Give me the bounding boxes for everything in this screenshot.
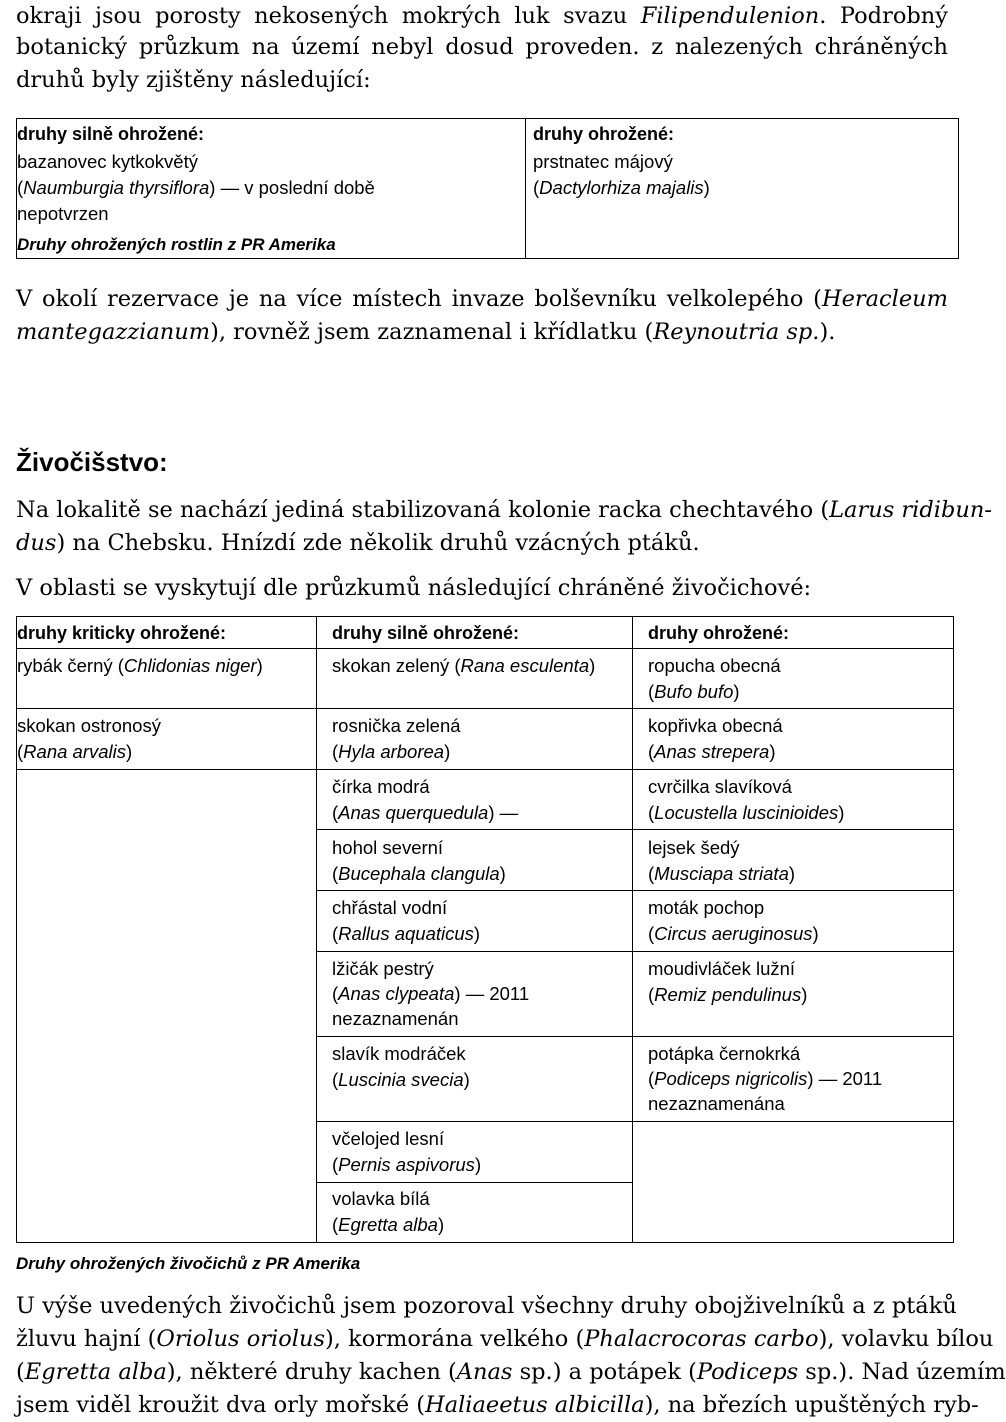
fauna-col3-rule — [632, 1036, 953, 1037]
fauna-col2-rule — [316, 1121, 632, 1122]
flora-table-divider — [525, 119, 526, 258]
outro-line-1: U výše uvedených živočichů jsem pozoroval všechny druhy obojživelníků a z ptáků — [16, 1293, 957, 1319]
fauna-col-divider-1 — [316, 617, 317, 1242]
fauna-col2-rule — [316, 1036, 632, 1037]
fauna-col2-rule — [316, 769, 632, 770]
flora-right-line-2: (Dactylorhiza majalis) — [533, 177, 710, 198]
fauna-species-cell: potápka černokrká (Podiceps nigricolis) — 2011 nezaznamenána — [648, 1043, 883, 1114]
section-heading-fauna: Živočišstvo: — [16, 447, 168, 477]
fauna-col2-rule — [316, 890, 632, 891]
fauna-species-cell: lžičák pestrý (Anas clypeata) — 2011 nezaznamenán — [332, 958, 530, 1029]
outro-line-3: (Egretta alba), některé druhy kachen (Anas sp.) a potápek (Podiceps sp.). Nad územím — [16, 1359, 1006, 1385]
fauna-col-divider-2 — [632, 617, 633, 1242]
fauna-species-cell: rybák černý (Chlidonias niger) — [17, 655, 263, 676]
fauna-col2-rule — [316, 951, 632, 952]
fauna-col3-rule — [632, 708, 953, 709]
invasion-line-1: V okolí rezervace je na více místech invaze bolševníku velkolepého (Heracleum — [16, 286, 948, 312]
fauna-table-caption: Druhy ohrožených živočichů z PR Amerika — [16, 1254, 361, 1273]
fauna-col3-rule — [632, 829, 953, 830]
flora-right-line-1: prstnatec májový — [533, 151, 673, 172]
fauna-intro-line-3: V oblasti se vyskytují dle průzkumů následující chráněné živočichové: — [16, 575, 812, 601]
fauna-species-cell: ropucha obecná (Bufo bufo) — [648, 655, 781, 702]
fauna-col3-rule — [632, 769, 953, 770]
fauna-intro-line-1: Na lokalitě se nachází jediná stabilizovaná kolonie racka chechtavého (Larus ridibun- — [16, 497, 992, 523]
flora-left-line-2: (Naumburgia thyrsiflora) — v poslední době — [17, 177, 375, 198]
fauna-col1-rule — [17, 708, 316, 709]
fauna-header-severe: druhy silně ohrožené: — [332, 623, 520, 643]
fauna-species-cell: moudivláček lužní (Remiz pendulinus) — [648, 958, 808, 1005]
flora-left-line-3: nepotvrzen — [17, 203, 109, 224]
flora-right-header: druhy ohrožené: — [533, 124, 675, 144]
outro-line-4: jsem viděl kroužit dva orly mořské (Haliaeetus albicilla), na březích upuštěných ryb- — [16, 1392, 979, 1418]
intro-line-2: botanický průzkum na území nebyl dosud proveden. z nalezených chráněných — [16, 34, 948, 60]
intro-line-1: okraji jsou porosty nekosených mokrých luk svazu Filipendulenion. Podrobný — [16, 3, 948, 29]
fauna-header-rule — [17, 648, 953, 649]
fauna-species-cell: lejsek šedý (Musciapa striata) — [648, 837, 796, 884]
intro-line-3: druhů byly zjištěny následující: — [16, 67, 371, 93]
fauna-species-cell: skokan zelený (Rana esculenta) — [332, 655, 596, 676]
fauna-col2-rule — [316, 1182, 632, 1183]
fauna-col3-rule — [632, 890, 953, 891]
fauna-species-cell: slavík modráček (Luscinia svecia) — [332, 1043, 470, 1090]
outro-line-2: žluvu hajní (Oriolus oriolus), kormorána velkého (Phalacrocoras carbo), volavku bílou — [16, 1326, 994, 1352]
fauna-col1-rule — [17, 769, 316, 770]
fauna-col3-rule — [632, 951, 953, 952]
fauna-col2-rule — [316, 708, 632, 709]
flora-left-cell — [17, 119, 523, 258]
fauna-species-cell: včelojed lesní (Pernis aspivorus) — [332, 1128, 482, 1175]
fauna-species-cell: volavka bílá (Egretta alba) — [332, 1188, 445, 1235]
flora-left-header: druhy silně ohrožené: — [17, 124, 205, 144]
fauna-species-cell: čírka modrá (Anas querquedula) — — [332, 776, 519, 823]
fauna-species-cell: cvrčilka slavíková (Locustella luscinioides) — [648, 776, 845, 823]
fauna-header-endangered: druhy ohrožené: — [648, 623, 790, 643]
fauna-header-critical: druhy kriticky ohrožené: — [17, 623, 227, 643]
fauna-col3-rule — [632, 1121, 953, 1122]
flora-left-line-1: bazanovec kytkokvětý — [17, 151, 198, 172]
invasion-line-2: mantegazzianum), rovněž jsem zaznamenal i křídlatku (Reynoutria sp.). — [16, 319, 836, 345]
fauna-species-cell: skokan ostronosý (Rana arvalis) — [17, 715, 161, 762]
fauna-species-cell: rosnička zelená (Hyla arborea) — [332, 715, 461, 762]
flora-table-caption: Druhy ohrožených rostlin z PR Amerika — [17, 235, 336, 254]
fauna-col2-rule — [316, 829, 632, 830]
flora-right-cell — [533, 119, 953, 258]
fauna-protected-species-table — [16, 616, 954, 1243]
flora-protected-species-table — [16, 118, 959, 259]
fauna-species-cell: hohol severní (Bucephala clangula) — [332, 837, 506, 884]
fauna-species-cell: chřástal vodní (Rallus aquaticus) — [332, 897, 481, 944]
fauna-intro-line-2: dus) na Chebsku. Hnízdí zde několik druhů vzácných ptáků. — [16, 530, 700, 556]
fauna-species-cell: kopřivka obecná (Anas strepera) — [648, 715, 783, 762]
fauna-species-cell: moták pochop (Circus aeruginosus) — [648, 897, 819, 944]
